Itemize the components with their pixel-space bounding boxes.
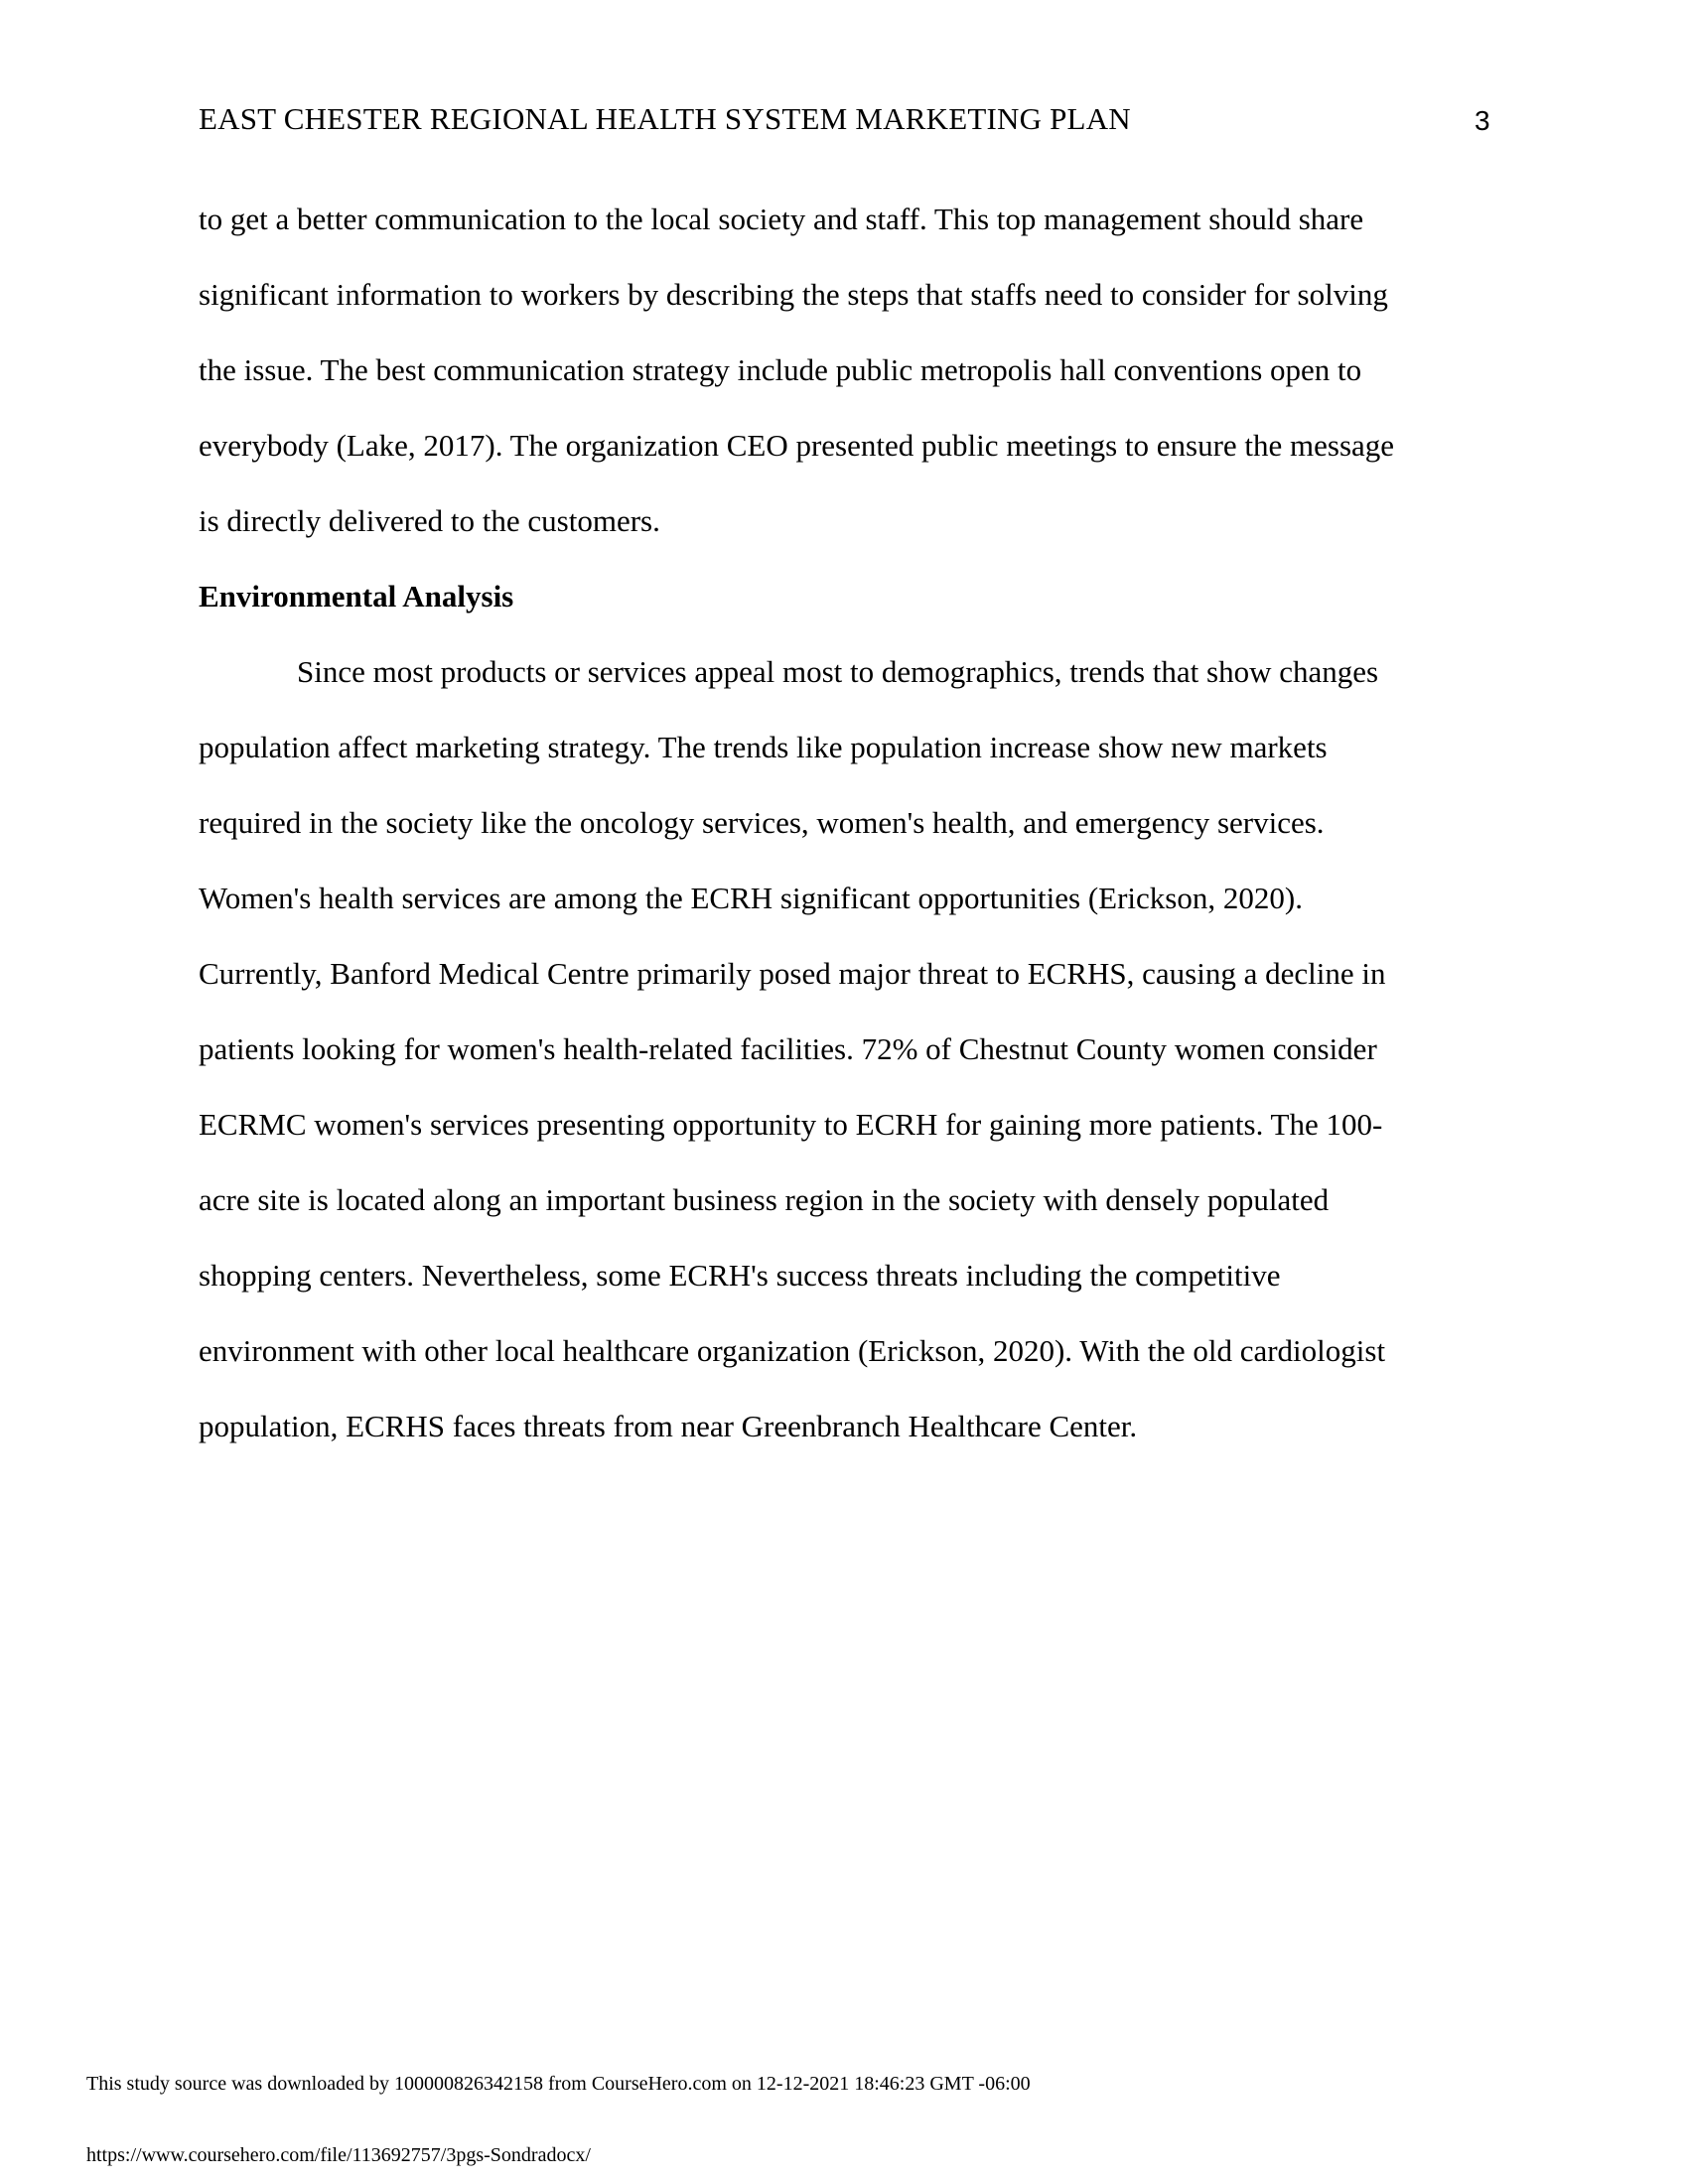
text-line: population affect marketing strategy. The trends like population increase show new markets <box>199 730 1328 764</box>
text-line: ECRMC women's services presenting opportunity to ECRH for gaining more patients. The 100- <box>199 1107 1383 1142</box>
download-source-note: This study source was downloaded by 100000826342158 from CourseHero.com on 12-12-2021 18:46:23 GMT -06:00 <box>86 2073 1031 2095</box>
text-line: is directly delivered to the customers. <box>199 503 660 538</box>
text-line: Currently, Banford Medical Centre primarily posed major threat to ECRHS, causing a decline in <box>199 956 1386 991</box>
text-line: everybody (Lake, 2017). The organization CEO presented public meetings to ensure the message <box>199 428 1395 463</box>
text-line: shopping centers. Nevertheless, some ECRH's success threats including the competitive <box>199 1258 1281 1293</box>
text-line: Women's health services are among the ECRH significant opportunities (Erickson, 2020). <box>199 881 1303 915</box>
section-heading: Environmental Analysis <box>199 579 514 614</box>
text-line: acre site is located along an important business region in the society with densely populated <box>199 1182 1330 1217</box>
text-line: required in the society like the oncology services, women's health, and emergency services. <box>199 805 1325 840</box>
running-head-title: EAST CHESTER REGIONAL HEALTH SYSTEM MARKETING PLAN <box>199 101 1131 136</box>
page-number: 3 <box>1475 105 1490 136</box>
text-line: the issue. The best communication strategy include public metropolis hall conventions open to <box>199 352 1362 387</box>
text-line: Since most products or services appeal most to demographics, trends that show changes <box>297 654 1379 689</box>
text-line: population, ECRHS faces threats from near Greenbranch Healthcare Center. <box>199 1409 1138 1443</box>
source-url: https://www.coursehero.com/file/113692757/3pgs-Sondradocx/ <box>86 2144 591 2166</box>
text-line: significant information to workers by describing the steps that staffs need to consider for solving <box>199 277 1388 312</box>
text-line: to get a better communication to the local society and staff. This top management should share <box>199 202 1364 236</box>
text-line: environment with other local healthcare organization (Erickson, 2020). With the old cardiologist <box>199 1333 1386 1368</box>
text-line: patients looking for women's health-related facilities. 72% of Chestnut County women consider <box>199 1031 1377 1066</box>
